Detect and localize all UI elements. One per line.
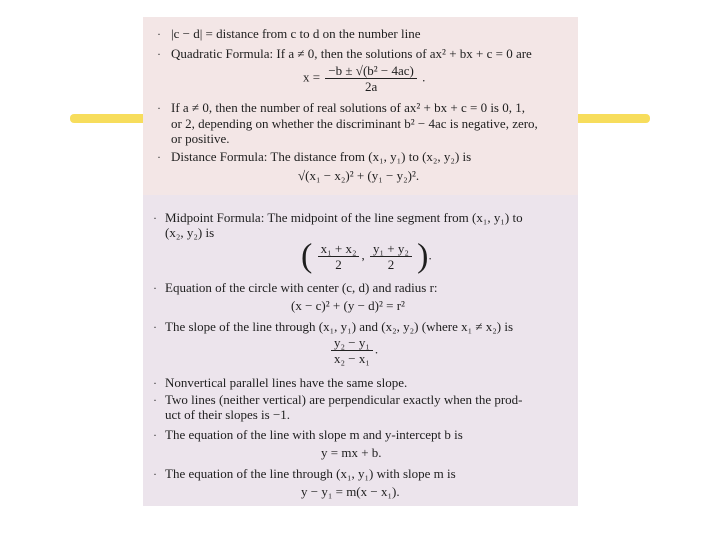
textbook-page-bottom — [143, 195, 578, 506]
bullet: · — [157, 27, 161, 41]
midpoint-x-denominator: 2 — [335, 257, 342, 272]
midpoint-x-fraction — [318, 241, 360, 272]
distance-intro-line: Distance Formula: The distance from (x₁, y₁) to (x₂, y₂) is — [171, 149, 472, 164]
circle-intro-line: Equation of the circle with center (c, d) and radius r: — [165, 280, 438, 295]
quadratic-lhs: x = — [303, 69, 321, 85]
bullet: · — [153, 428, 157, 442]
bullet: · — [153, 211, 157, 225]
perpendicular-line-2: uct of their slopes is −1. — [165, 407, 291, 422]
quadratic-intro-line: Quadratic Formula: If a ≠ 0, then the solutions of ax² + bx + c = 0 are — [171, 46, 532, 61]
midpoint-line-1: Midpoint Formula: The midpoint of the line segment from (x₁, y₁) to — [165, 210, 523, 225]
bullet: · — [157, 47, 161, 61]
slope-intercept-intro-line: The equation of the line with slope m and y-intercept b is — [165, 427, 463, 442]
discriminant-line-1: If a ≠ 0, then the number of real solutions of ax² + bx + c = 0 is 0, 1, — [171, 100, 525, 115]
bullet: · — [153, 320, 157, 334]
parallel-line: Nonvertical parallel lines have the same slope. — [165, 375, 408, 390]
quadratic-fraction — [325, 63, 417, 94]
bullet: · — [153, 393, 157, 407]
bullet: · — [157, 101, 161, 115]
left-paren: ( — [301, 237, 313, 275]
textbook-page-top — [143, 17, 578, 195]
quadratic-formula — [303, 63, 425, 94]
bullet: · — [153, 281, 157, 295]
midpoint-x-numerator: x₁ + x₂ — [318, 241, 360, 257]
midpoint-end: . — [428, 247, 432, 263]
bullet: · — [153, 376, 157, 390]
slope-formula — [329, 335, 378, 366]
point-slope-intro-line: The equation of the line through (x₁, y₁) with slope m is — [165, 466, 456, 481]
slope-intro-line: The slope of the line through (x₁, y₁) and (x₂, y₂) (where x₁ ≠ x₂) is — [165, 319, 514, 334]
circle-equation: (x − c)² + (y − d)² = r² — [291, 298, 405, 313]
bullet: · — [157, 150, 161, 164]
highlighter-stroke-right — [570, 114, 650, 123]
slope-fraction — [331, 335, 373, 366]
slope-denominator: x₂ − x₁ — [334, 351, 370, 366]
midpoint-formula — [301, 237, 432, 275]
midpoint-y-denominator: 2 — [387, 257, 395, 272]
midpoint-line-2: (x₂, y₂) is — [165, 225, 215, 240]
quadratic-end: . — [422, 69, 426, 85]
perpendicular-line-1: Two lines (neither vertical) are perpendicular exactly when the prod- — [165, 392, 523, 407]
midpoint-comma: , — [361, 247, 365, 263]
slope-numerator: y₂ − y₁ — [331, 335, 373, 351]
bullet: · — [153, 467, 157, 481]
discriminant-line-2: or 2, depending on whether the discriminant b² − 4ac is negative, zero, — [171, 116, 538, 131]
absolute-value-line: |c − d| = distance from c to d on the number line — [171, 26, 421, 41]
discriminant-line-3: or positive. — [171, 131, 230, 146]
midpoint-y-numerator: y₁ + y₂ — [370, 241, 412, 257]
right-paren: ) — [417, 237, 429, 275]
slope-intercept-equation: y = mx + b. — [321, 445, 382, 460]
slope-end: . — [374, 341, 379, 357]
distance-formula: √(x₁ − x₂)² + (y₁ − y₂)². — [298, 168, 420, 183]
quadratic-numerator: −b ± √(b² − 4ac) — [325, 63, 417, 79]
point-slope-equation: y − y₁ = m(x − x₁). — [301, 484, 400, 499]
midpoint-y-fraction — [370, 241, 412, 272]
highlighter-stroke-left — [70, 114, 150, 123]
quadratic-denominator: 2a — [364, 79, 378, 94]
